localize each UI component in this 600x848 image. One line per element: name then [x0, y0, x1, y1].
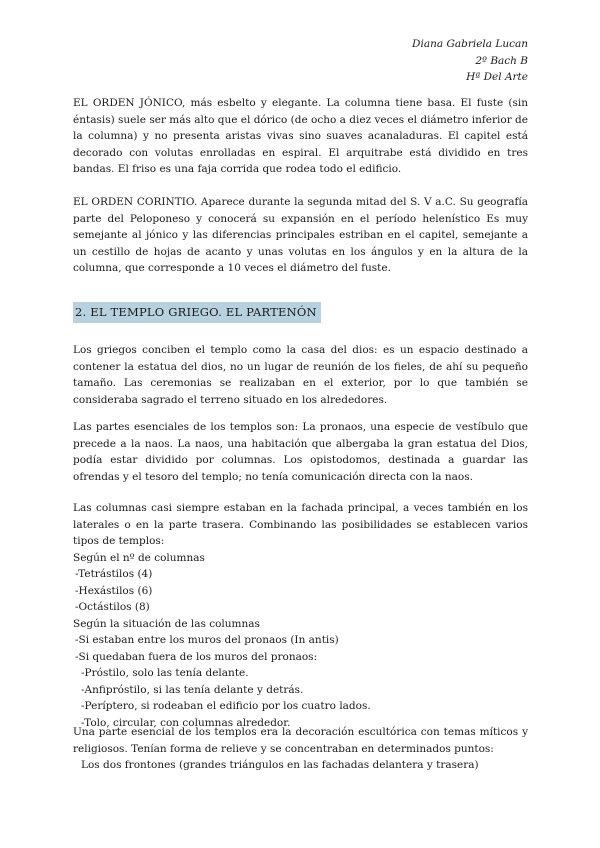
- temple-columns-paragraph: Las columnas casi siempre estaban en la fachada principal, a veces también en los laterales o en la parte trasera. Combinando las posibilidades se establecen varios tipos de templos:: [73, 502, 528, 547]
- course-label: 2º Bach B: [475, 54, 528, 67]
- sculpture-paragraph: Una parte esencial de los templos era la decoración escultórica con temas míticos y religiosos. Tenían forma de relieve y se concentraban en determinados puntos:: [73, 726, 528, 755]
- temple-concept-section: [73, 342, 528, 408]
- page-header: [412, 36, 528, 86]
- section-heading: 2. EL TEMPLO GRIEGO. EL PARTENÓN: [73, 302, 321, 323]
- corinthian-order-section: [73, 194, 528, 277]
- list-item-peripteral: -Períptero, si rodeaban el edificio por los cuatro lados.: [81, 700, 371, 712]
- temple-concept-paragraph: Los griegos conciben el templo como la casa del dios: es un espacio destinado a contener la estatua del dios, no un lugar de reunión de los fieles, de ahí su pequeño tamaño. Las ceremonias se realizaban en el exterior, por lo que también se consideraba sagrado el terreno situado en los alrededores.: [73, 344, 528, 406]
- temple-columns-section: [73, 500, 528, 731]
- ionic-order-paragraph: EL ORDEN JÓNICO, más esbelto y elegante. La columna tiene basa. El fuste (sin éntasis) suele ser más alto que el dórico (de ocho a diez veces el diámetro inferior de la columna) y no presenta aristas vivas sino suaves acanaladuras. El capitel está decorado con volutas enrolladas en espiral. El arquitrabe está dividido en tres bandas. El friso es una faja corrida que rodea todo el edificio.: [73, 97, 528, 175]
- subject-label: Hª Del Arte: [466, 71, 528, 83]
- list-item-octastyle: -Octástilos (8): [75, 601, 150, 613]
- list-heading-by-position: Según la situación de las columnas: [73, 617, 260, 630]
- list-item-in-antis: -Si estaban entre los muros del pronaos (In antis): [75, 634, 339, 646]
- temple-parts-section: [73, 419, 528, 485]
- list-item-amphiprostyle: -Anfipróstilo, si las tenía delante y detrás.: [81, 683, 304, 696]
- list-item-hexastyle: -Hexástilos (6): [75, 584, 153, 597]
- list-item-tetrastyle: -Tetrástilos (4): [75, 568, 153, 580]
- list-item-prostyle: -Próstilo, solo las tenía delante.: [81, 667, 249, 679]
- corinthian-order-paragraph: EL ORDEN CORINTIO. Aparece durante la segunda mitad del S. V a.C. Su geografía parte del Peloponeso y conocerá su expansión en el período helenístico Es muy semejante al jónico y las diferencias principales estriban en el capitel, semejante a un cestillo de hojas de acanto y unas volutas en los ángulos y en la altura de la columna, que corresponde a 10 veces el diámetro del fuste.: [73, 196, 528, 274]
- temple-parts-paragraph: Las partes esenciales de los templos son: La pronaos, una especie de vestíbulo que precede a la naos. La naos, una habitación que albergaba la gran estatua del Dios, podía estar dividido por columnas. Los opistodomos, destinada a guardar las ofrendas y el tesoro del templo; no tenía comunicación directa con la naos.: [73, 421, 528, 483]
- ionic-order-section: [73, 95, 528, 178]
- list-item-pediments: Los dos frontones (grandes triángulos en las fachadas delantera y trasera): [81, 759, 479, 771]
- list-item-tholos: -Tolo, circular, con columnas alrededor.: [81, 716, 291, 729]
- list-item-outside: -Si quedaban fuera de los muros del pronaos:: [75, 650, 318, 663]
- author-name: Diana Gabriela Lucan: [412, 38, 528, 50]
- sculpture-section: [73, 724, 528, 774]
- list-heading-by-number: Según el nº de columnas: [73, 551, 205, 564]
